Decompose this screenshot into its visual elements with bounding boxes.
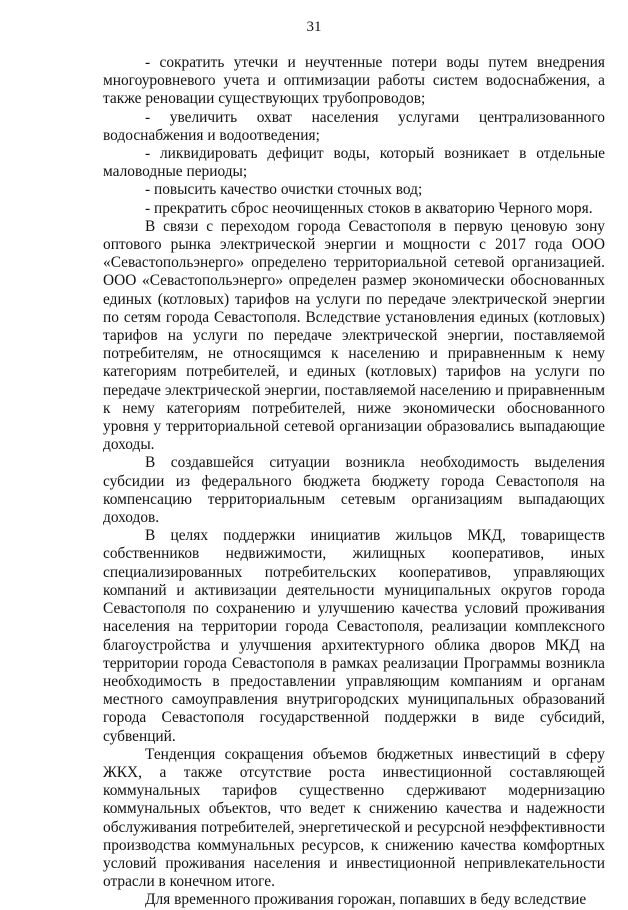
paragraph-10: Для временного проживания горожан, попавших в беду вследствие bbox=[145, 891, 587, 909]
paragraph-9: Тенденция сокращения объемов бюджетных инвестиций в сферу ЖКХ, а также отсутствие роста инвестиционной составляющей коммунальных тарифов существенно сдерживают модернизацию коммунальных объектов, что ведет к снижению качества и надежности обслуживания потребителей, энергетической и ресурсной неэффективности производства коммунальных ресурсов, к снижению качества комфортных условий проживания населения и инвестиционной непривлекательности отрасли в конечном итоге. bbox=[103, 745, 605, 891]
paragraph-7: В создавшейся ситуации возникла необходимость выделения субсидии из федерального бюджета бюджету города Севастополя на компенсацию территориальным сетевым организациям выпадающих доходов. bbox=[103, 454, 605, 527]
paragraph-8: В целях поддержки инициатив жильцов МКД, товариществ собственников недвижимости, жилищных кооперативов, иных специализированных потребительских кооперативов, управляющих компаний и активизации деятельности муниципальных округов города Севастополя по сохранению и улучшению качества условий проживания населения на территории города Севастополя, реализации комплексного благоустройства и улучшения архитектурного облика дворов МКД на территории города Севастополя в рамках реализации Программы возникла необходимость в предоставлении управляющим компаниям и органам местного самоуправления внутригородских муниципальных образований города Севастополя государственной поддержки в виде субсидий, субвенций. bbox=[103, 527, 605, 745]
paragraph-3: - ликвидировать дефицит воды, который возникает в отдельные маловодные периоды; bbox=[103, 145, 605, 181]
paragraph-2: - увеличить охват населения услугами централизованного водоснабжения и водоотведения; bbox=[103, 108, 605, 144]
paragraph-6: В связи с переходом города Севастополя в первую ценовую зону оптового рынка электрической энергии и мощности с 2017 года ООО «Севастопольэнерго» определено территориальной сетевой организацией. ООО «Севастопольэнерго» определен размер экономически обоснованных единых (котловых) тарифов на услуги по передаче электрической энергии по сетям города Севастополя. Вследствие установления единых (котловых) тарифов на услуги по передаче электрической энергии, поставляемой потребителям, не относящимся к населению и приравненным к нему категориям потребителей, и единых (котловых) тарифов на услуги по передаче электрической энергии, поставляемой населению и приравненным к нему категориям потребителей, ниже экономически обоснованного уровня у территориальной сетевой организации образовались выпадающие доходы. bbox=[103, 217, 605, 454]
paragraph-4: - повысить качество очистки сточных вод; bbox=[145, 181, 423, 199]
paragraph-5: - прекратить сброс неочищенных стоков в акваторию Черного моря. bbox=[145, 199, 593, 217]
paragraph-1: - сократить утечки и неучтенные потери воды путем внедрения многоуровневого учета и оптимизации работы систем водоснабжения, а также реновации существующих трубопроводов; bbox=[103, 54, 605, 108]
page-number: 31 bbox=[306, 19, 322, 35]
body-text bbox=[103, 54, 605, 910]
